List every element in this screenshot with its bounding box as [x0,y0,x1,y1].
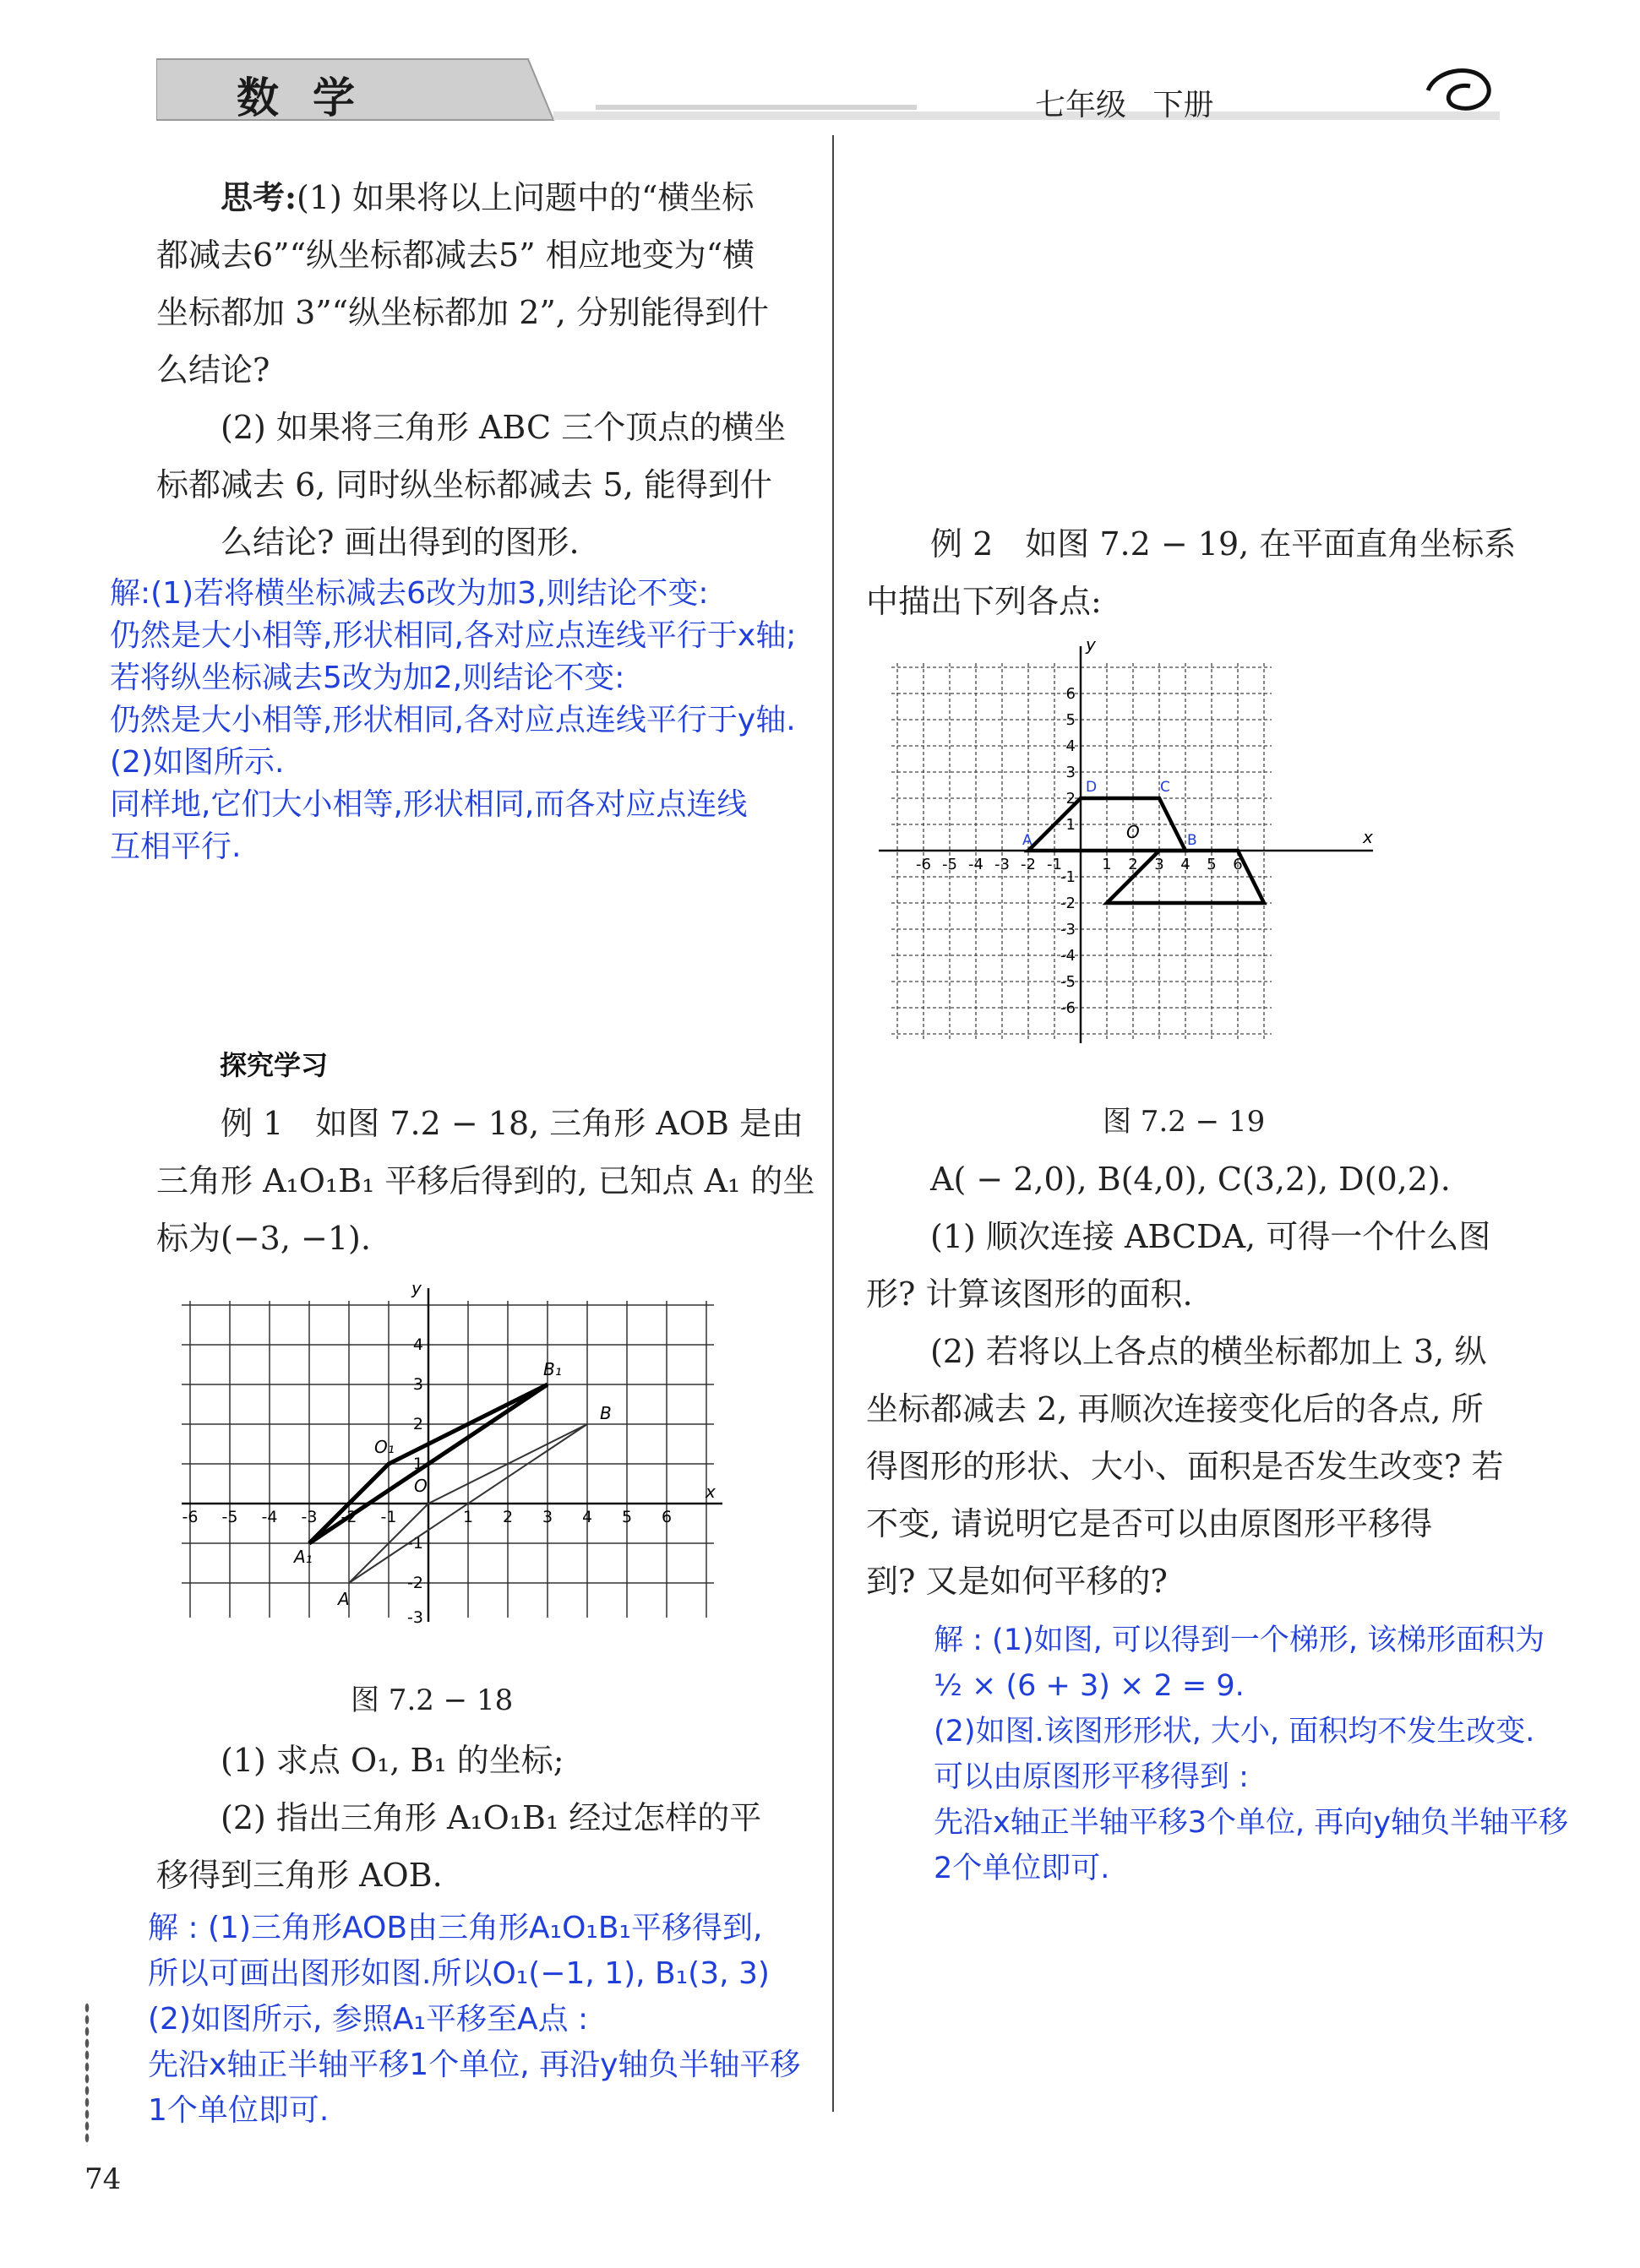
point-B-label: B [600,1403,612,1423]
question-line: 形? 计算该图形的面积. [866,1275,1193,1313]
point-C-label: C [1160,779,1170,796]
think-q1-line: 么结论? [156,351,270,389]
x-ticks [916,856,1243,873]
question-line: 得图形的形状、大小、面积是否发生改变? 若 [866,1448,1504,1485]
x-tick: 4 [581,1508,593,1526]
example2-line: 例 2 如图 7.2 − 19, 在平面直角坐标系 [930,525,1517,563]
example2-questions [866,1150,1534,1610]
answer1-line: (2)如图所示. [110,745,285,780]
y-tick: 2 [412,1415,423,1433]
grade-label: 七年级 下册 [1035,88,1214,122]
answer2-line: 1个单位即可. [148,2093,330,2128]
question-line: (1) 顺次连接 ABCDA, 可得一个什么图 [930,1218,1491,1255]
point-A-label: A [1022,832,1032,849]
x-tick: 5 [621,1508,633,1526]
answer3-line: 解 : (1)如图, 可以得到一个梯形, 该梯形面积为 [934,1623,1545,1657]
think-label: 思考: [221,178,297,216]
margin-dots [84,2002,90,2146]
example1-line: 三角形 A₁O₁B₁ 平移后得到的, 已知点 A₁ 的坐 [156,1162,815,1199]
x-tick: -3 [301,1508,318,1526]
x-tick: 6 [661,1508,673,1526]
y-tick: 1 [412,1455,423,1473]
think-q1 [156,169,815,226]
y-tick: -4 [1060,947,1076,965]
point-A-label: A [338,1589,350,1609]
example2-line: 中描出下列各点: [866,583,1102,620]
answer2-line: 解 : (1)三角形AOB由三角形A₁O₁B₁平移得到, [148,1911,763,1945]
think-q2-line: 么结论? 画出得到的图形. [221,524,580,561]
points-line: A( − 2,0), B(4,0), C(3,2), D(0,2). [930,1161,1451,1198]
question-line: 移得到三角形 AOB. [156,1857,443,1894]
x-tick: -1 [380,1508,397,1526]
answer1-block [110,573,836,868]
answer1-line: 解:(1)若将横坐标减去6改为加3,则结论不变: [110,576,709,611]
x-ticks [183,1508,673,1526]
section-title: 探究学习 [220,1049,329,1081]
think-q1-line: 坐标都加 3”“纵坐标都加 2”, 分别能得到什 [156,294,769,331]
question-line: 到? 又是如何平移的? [866,1563,1168,1600]
x-axis-label: x [1363,827,1373,847]
y-tick: 3 [412,1375,423,1394]
y-tick: -1 [407,1534,423,1553]
think-q1-line: 都减去6”“纵坐标都减去5” 相应地变为“横 [156,237,755,274]
fig19-caption: 图 7.2 − 19 [1103,1105,1266,1139]
figure-7-2-18 [173,1275,731,1630]
x-tick: 1 [462,1508,474,1526]
answer2-line: (2)如图所示, 参照A₁平移至A点 : [148,2002,589,2037]
answer3-line: ½ × (6 + 3) × 2 = 9. [934,1669,1245,1703]
origin-label: O [1126,822,1140,842]
y-tick: -5 [1060,973,1076,991]
answer3-line: 可以由原图形平移得到 : [934,1760,1249,1794]
y-tick: 6 [1065,685,1076,703]
question-line: (1) 求点 O₁, B₁ 的坐标; [221,1742,564,1779]
answer1-line: 仍然是大小相等,形状相同,各对应点连线平行于y轴. [110,703,796,737]
question-line: 坐标都减去 2, 再顺次连接变化后的各点, 所 [866,1390,1484,1428]
example1-block [156,1095,815,1267]
point-B-label: B [1187,832,1197,849]
subject-title: 数学 [237,73,389,122]
y-tick: -6 [1060,999,1076,1017]
point-B1-label: B₁ [543,1359,562,1379]
y-axis-label: y [1086,634,1096,655]
think-q2-line: 标都减去 6, 同时纵坐标都减去 5, 能得到什 [156,466,772,503]
question-line: (2) 指出三角形 A₁O₁B₁ 经过怎样的平 [221,1799,762,1836]
x-tick: -6 [916,856,931,873]
y-tick: -1 [1060,868,1076,886]
point-O1-label: O₁ [374,1437,395,1457]
y-tick: 2 [1065,790,1076,808]
fig18-caption: 图 7.2 − 18 [351,1683,514,1717]
grid [182,1301,714,1618]
column-divider [832,135,834,2112]
y-tick: -3 [1060,921,1076,938]
axes [879,646,1373,1043]
logo-icon [1419,61,1512,120]
example1-questions [156,1732,815,1904]
y-tick: -2 [407,1574,423,1592]
answer3-line: 先沿x轴正半轴平移3个单位, 再向y轴负半轴平移 [934,1806,1568,1840]
axes [182,1288,722,1622]
answer3-block [934,1618,1635,1891]
x-tick: 1 [1102,856,1112,873]
x-axis-label: x [706,1482,716,1502]
answer2-line: 先沿x轴正半轴平移1个单位, 再沿y轴负半轴平移 [148,2048,801,2082]
x-tick: -2 [1021,856,1036,873]
answer2-line: 所以可画出图形如图.所以O₁(−1, 1), B₁(3, 3) [148,1956,770,1991]
question-line: 不变, 请说明它是否可以由原图形平移得 [866,1505,1433,1542]
x-tick: 2 [502,1508,514,1526]
example1-line: 例 1 如图 7.2 − 18, 三角形 AOB 是由 [221,1105,804,1142]
x-tick: 4 [1180,856,1190,873]
y-tick: -3 [407,1608,423,1627]
answer2-block [148,1906,824,2134]
y-tick: 5 [1065,711,1076,729]
figure-7-2-19 [874,634,1381,1047]
think-block [156,169,815,571]
x-tick: -4 [968,856,983,873]
answer1-line: 同样地,它们大小相等,形状相同,而各对应点连线 [110,787,748,822]
y-tick: 3 [1065,764,1076,781]
y-tick: 1 [1065,816,1076,834]
x-tick: -2 [341,1508,357,1526]
x-tick: -6 [182,1508,199,1526]
x-tick: 5 [1207,856,1217,873]
example2-block [866,515,1525,630]
page-number: 74 [84,2162,122,2196]
x-tick: -5 [942,856,957,873]
x-tick: -4 [261,1508,278,1526]
x-tick: 6 [1233,856,1243,873]
x-tick: 2 [1128,856,1138,873]
y-axis-label: y [411,1278,422,1298]
example1-line: 标为(−3, −1). [156,1220,371,1257]
think-q2-line: (2) 如果将三角形 ABC 三个顶点的横坐 [221,409,787,446]
y-tick: 4 [1065,737,1076,755]
origin-label: O [414,1476,428,1496]
x-tick: -5 [221,1508,238,1526]
answer1-line: 互相平行. [110,829,242,864]
answer3-line: 2个单位即可. [934,1852,1110,1885]
y-tick: -2 [1060,895,1076,912]
y-tick: 4 [412,1335,423,1354]
x-tick: 3 [542,1508,553,1526]
x-tick: 3 [1154,856,1164,873]
think-q1-line: (1) 如果将以上问题中的“横坐标 [297,179,755,216]
point-A1-label: A₁ [294,1547,313,1567]
point-D-label: D [1086,779,1098,796]
x-tick: -3 [994,856,1010,873]
question-line: (2) 若将以上各点的横坐标都加上 3, 纵 [930,1333,1487,1370]
answer3-line: (2)如图.该图形形状, 大小, 面积均不发生改变. [934,1715,1535,1749]
x-tick: -1 [1047,856,1062,873]
answer1-line: 若将纵坐标减去5改为加2,则结论不变: [110,661,625,695]
answer1-line: 仍然是大小相等,形状相同,各对应点连线平行于x轴; [110,618,797,653]
